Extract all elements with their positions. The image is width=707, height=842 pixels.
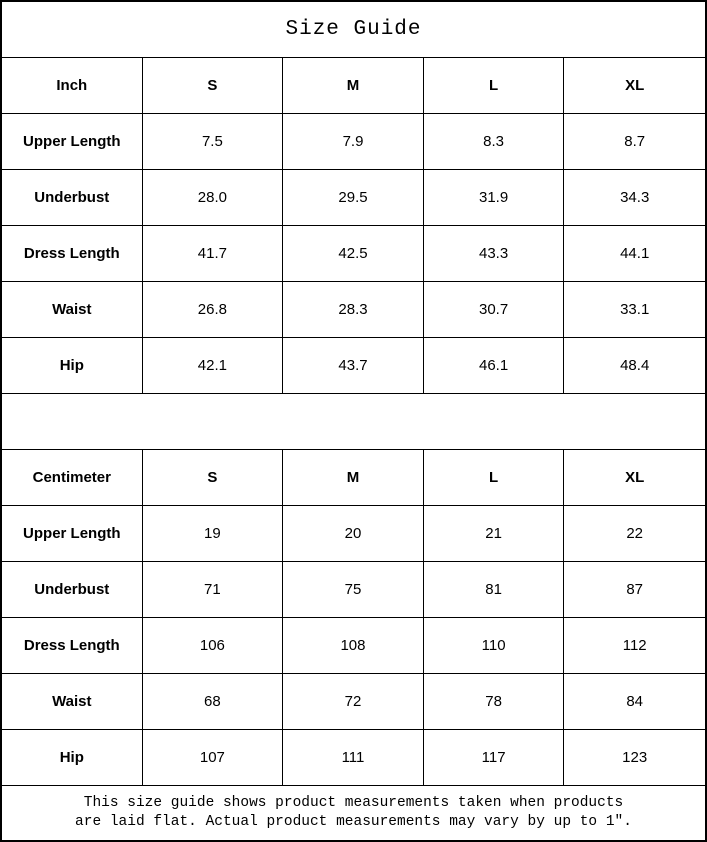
value-cell: 22	[564, 506, 705, 562]
table-row	[2, 338, 705, 394]
row-label-cell: Underbust	[2, 170, 143, 226]
table-row	[2, 562, 705, 618]
value-cell: 28.3	[283, 282, 424, 338]
value-cell: 68	[143, 674, 284, 730]
value-cell: 46.1	[424, 338, 565, 394]
value-cell: 28.0	[143, 170, 284, 226]
footer-line-2: are laid flat. Actual product measurements may vary by up to 1″.	[75, 814, 632, 830]
row-label-cell: Upper Length	[2, 506, 143, 562]
row-label-cell: Dress Length	[2, 618, 143, 674]
spacer-row	[2, 394, 705, 450]
size-header-cell-l: L	[424, 450, 565, 506]
unit-header-cell: Inch	[2, 58, 143, 114]
size-header-cell-m: M	[283, 58, 424, 114]
value-cell: 30.7	[424, 282, 565, 338]
centimeter-header-row	[2, 450, 705, 506]
footer-line-1: This size guide shows product measurements taken when products	[83, 795, 624, 811]
value-cell: 21	[424, 506, 565, 562]
value-cell: 31.9	[424, 170, 565, 226]
row-label-cell: Dress Length	[2, 226, 143, 282]
size-header-cell-m: M	[283, 450, 424, 506]
title-row	[2, 2, 705, 58]
page-title: Size Guide	[285, 18, 422, 41]
table-row	[2, 114, 705, 170]
value-cell: 111	[283, 730, 424, 786]
value-cell: 108	[283, 618, 424, 674]
value-cell: 75	[283, 562, 424, 618]
value-cell: 72	[283, 674, 424, 730]
value-cell: 26.8	[143, 282, 284, 338]
value-cell: 43.3	[424, 226, 565, 282]
table-row	[2, 282, 705, 338]
value-cell: 117	[424, 730, 565, 786]
value-cell: 42.5	[283, 226, 424, 282]
table-row	[2, 170, 705, 226]
table-row	[2, 618, 705, 674]
value-cell: 44.1	[564, 226, 705, 282]
value-cell: 42.1	[143, 338, 284, 394]
size-header-cell-l: L	[424, 58, 565, 114]
value-cell: 78	[424, 674, 565, 730]
value-cell: 29.5	[283, 170, 424, 226]
row-label-cell: Waist	[2, 674, 143, 730]
value-cell: 20	[283, 506, 424, 562]
value-cell: 87	[564, 562, 705, 618]
centimeter-table	[2, 450, 705, 786]
value-cell: 34.3	[564, 170, 705, 226]
inch-table	[2, 58, 705, 394]
value-cell: 48.4	[564, 338, 705, 394]
footer-note	[2, 786, 705, 840]
row-label-cell: Upper Length	[2, 114, 143, 170]
value-cell: 110	[424, 618, 565, 674]
size-header-cell-xl: XL	[564, 450, 705, 506]
table-row	[2, 506, 705, 562]
table-row	[2, 674, 705, 730]
value-cell: 7.9	[283, 114, 424, 170]
row-label-cell: Underbust	[2, 562, 143, 618]
value-cell: 41.7	[143, 226, 284, 282]
size-header-cell-xl: XL	[564, 58, 705, 114]
value-cell: 7.5	[143, 114, 284, 170]
value-cell: 107	[143, 730, 284, 786]
value-cell: 8.3	[424, 114, 565, 170]
value-cell: 112	[564, 618, 705, 674]
size-header-cell-s: S	[143, 450, 284, 506]
value-cell: 71	[143, 562, 284, 618]
unit-header-cell: Centimeter	[2, 450, 143, 506]
table-row	[2, 730, 705, 786]
value-cell: 43.7	[283, 338, 424, 394]
value-cell: 33.1	[564, 282, 705, 338]
row-label-cell: Waist	[2, 282, 143, 338]
value-cell: 84	[564, 674, 705, 730]
value-cell: 81	[424, 562, 565, 618]
table-row	[2, 226, 705, 282]
row-label-cell: Hip	[2, 338, 143, 394]
value-cell: 123	[564, 730, 705, 786]
value-cell: 8.7	[564, 114, 705, 170]
value-cell: 106	[143, 618, 284, 674]
value-cell: 19	[143, 506, 284, 562]
inch-header-row	[2, 58, 705, 114]
size-header-cell-s: S	[143, 58, 284, 114]
row-label-cell: Hip	[2, 730, 143, 786]
